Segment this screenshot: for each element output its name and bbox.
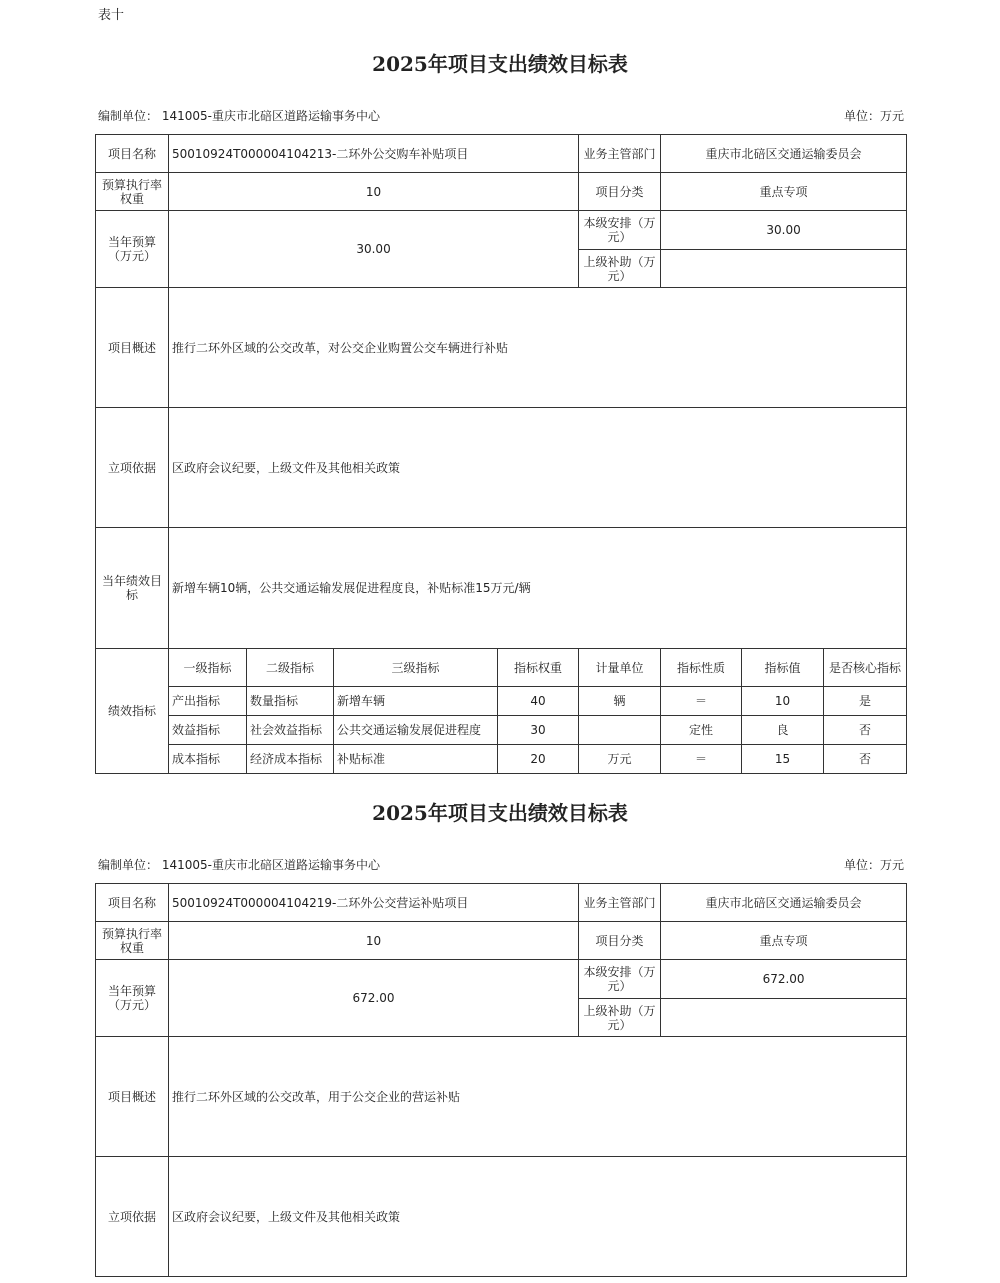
unit-label: 单位：万元 (843, 858, 904, 872)
indicator-header-row (96, 649, 907, 687)
org-value: 141005-重庆市北碚区道路运输事务中心 (161, 109, 380, 123)
unit-label: 单位：万元 (843, 109, 904, 123)
indicator-cell: 数量指标 (247, 687, 334, 716)
form-meta (98, 107, 904, 124)
indicator-cell: 成本指标 (169, 745, 247, 774)
upper-label: 上级补助（万元） (579, 250, 661, 288)
budget-value: 30.00 (169, 211, 579, 288)
indicator-header: 是否核心指标 (824, 649, 907, 687)
category-label: 项目分类 (579, 173, 661, 211)
indicators-label: 绩效指标 (96, 649, 169, 774)
category-value: 重点专项 (661, 922, 907, 960)
basis-value: 区政府会议纪要，上级文件及其他相关政策 (169, 1157, 907, 1277)
local-label: 本级安排（万元） (579, 960, 661, 999)
indicator-cell: 定性 (661, 716, 742, 745)
exec-weight-value: 10 (169, 922, 579, 960)
performance-table (95, 883, 907, 1277)
overview-value: 推行二环外区域的公交改革，对公交企业购置公交车辆进行补贴 (169, 288, 907, 408)
overview-label: 项目概述 (96, 1037, 169, 1157)
org-value: 141005-重庆市北碚区道路运输事务中心 (161, 858, 380, 872)
indicator-cell: 是 (824, 687, 907, 716)
indicator-cell: 社会效益指标 (247, 716, 334, 745)
indicator-header: 指标值 (742, 649, 824, 687)
goal-label: 当年绩效目标 (96, 528, 169, 649)
indicator-cell: 产出指标 (169, 687, 247, 716)
exec-weight-label: 预算执行率权重 (96, 922, 169, 960)
indicator-header: 二级指标 (247, 649, 334, 687)
category-value: 重点专项 (661, 173, 907, 211)
indicator-cell: 经济成本指标 (247, 745, 334, 774)
indicator-cell: 万元 (579, 745, 661, 774)
indicator-header: 指标性质 (661, 649, 742, 687)
overview-value: 推行二环外区域的公交改革，用于公交企业的营运补贴 (169, 1037, 907, 1157)
upper-label: 上级补助（万元） (579, 999, 661, 1037)
basis-value: 区政府会议纪要，上级文件及其他相关政策 (169, 408, 907, 528)
indicator-cell: 否 (824, 716, 907, 745)
indicator-cell: 新增车辆 (334, 687, 498, 716)
upper-value (661, 999, 907, 1037)
form-meta (98, 856, 904, 873)
indicator-cell: 否 (824, 745, 907, 774)
performance-table (95, 134, 907, 774)
indicator-header: 计量单位 (579, 649, 661, 687)
indicator-header: 指标权重 (498, 649, 579, 687)
category-label: 项目分类 (579, 922, 661, 960)
local-label: 本级安排（万元） (579, 211, 661, 250)
indicator-cell: 40 (498, 687, 579, 716)
indicator-cell: ＝ (661, 745, 742, 774)
project-name-label: 项目名称 (96, 135, 169, 173)
indicator-cell: 公共交通运输发展促进程度 (334, 716, 498, 745)
dept-label: 业务主管部门 (579, 135, 661, 173)
indicator-row (96, 716, 907, 745)
indicator-cell: 良 (742, 716, 824, 745)
project-name-value: 50010924T000004104213-二环外公交购车补贴项目 (169, 135, 579, 173)
budget-value: 672.00 (169, 960, 579, 1037)
indicator-cell: ＝ (661, 687, 742, 716)
form-title: 2025年项目支出绩效目标表 (372, 801, 628, 825)
indicator-cell (579, 716, 661, 745)
budget-label: 当年预算（万元） (96, 960, 169, 1037)
budget-label: 当年预算（万元） (96, 211, 169, 288)
form-title: 2025年项目支出绩效目标表 (372, 52, 628, 76)
org-label: 编制单位： (98, 109, 159, 123)
org-label: 编制单位： (98, 858, 159, 872)
indicator-cell: 10 (742, 687, 824, 716)
indicator-cell: 30 (498, 716, 579, 745)
indicator-cell: 补贴标准 (334, 745, 498, 774)
upper-value (661, 250, 907, 288)
dept-value: 重庆市北碚区交通运输委员会 (661, 884, 907, 922)
exec-weight-label: 预算执行率权重 (96, 173, 169, 211)
goal-value: 新增车辆10辆，公共交通运输发展促进程度良，补贴标准15万元/辆 (169, 528, 907, 649)
overview-label: 项目概述 (96, 288, 169, 408)
indicator-cell: 辆 (579, 687, 661, 716)
exec-weight-value: 10 (169, 173, 579, 211)
project-name-value: 50010924T000004104219-二环外公交营运补贴项目 (169, 884, 579, 922)
dept-label: 业务主管部门 (579, 884, 661, 922)
local-value: 672.00 (661, 960, 907, 999)
basis-label: 立项依据 (96, 1157, 169, 1277)
table-tag: 表十 (98, 8, 125, 23)
indicator-row (96, 745, 907, 774)
local-value: 30.00 (661, 211, 907, 250)
indicator-cell: 15 (742, 745, 824, 774)
indicator-header: 三级指标 (334, 649, 498, 687)
indicator-cell: 效益指标 (169, 716, 247, 745)
basis-label: 立项依据 (96, 408, 169, 528)
indicator-cell: 20 (498, 745, 579, 774)
project-name-label: 项目名称 (96, 884, 169, 922)
indicator-row (96, 687, 907, 716)
indicator-header: 一级指标 (169, 649, 247, 687)
dept-value: 重庆市北碚区交通运输委员会 (661, 135, 907, 173)
